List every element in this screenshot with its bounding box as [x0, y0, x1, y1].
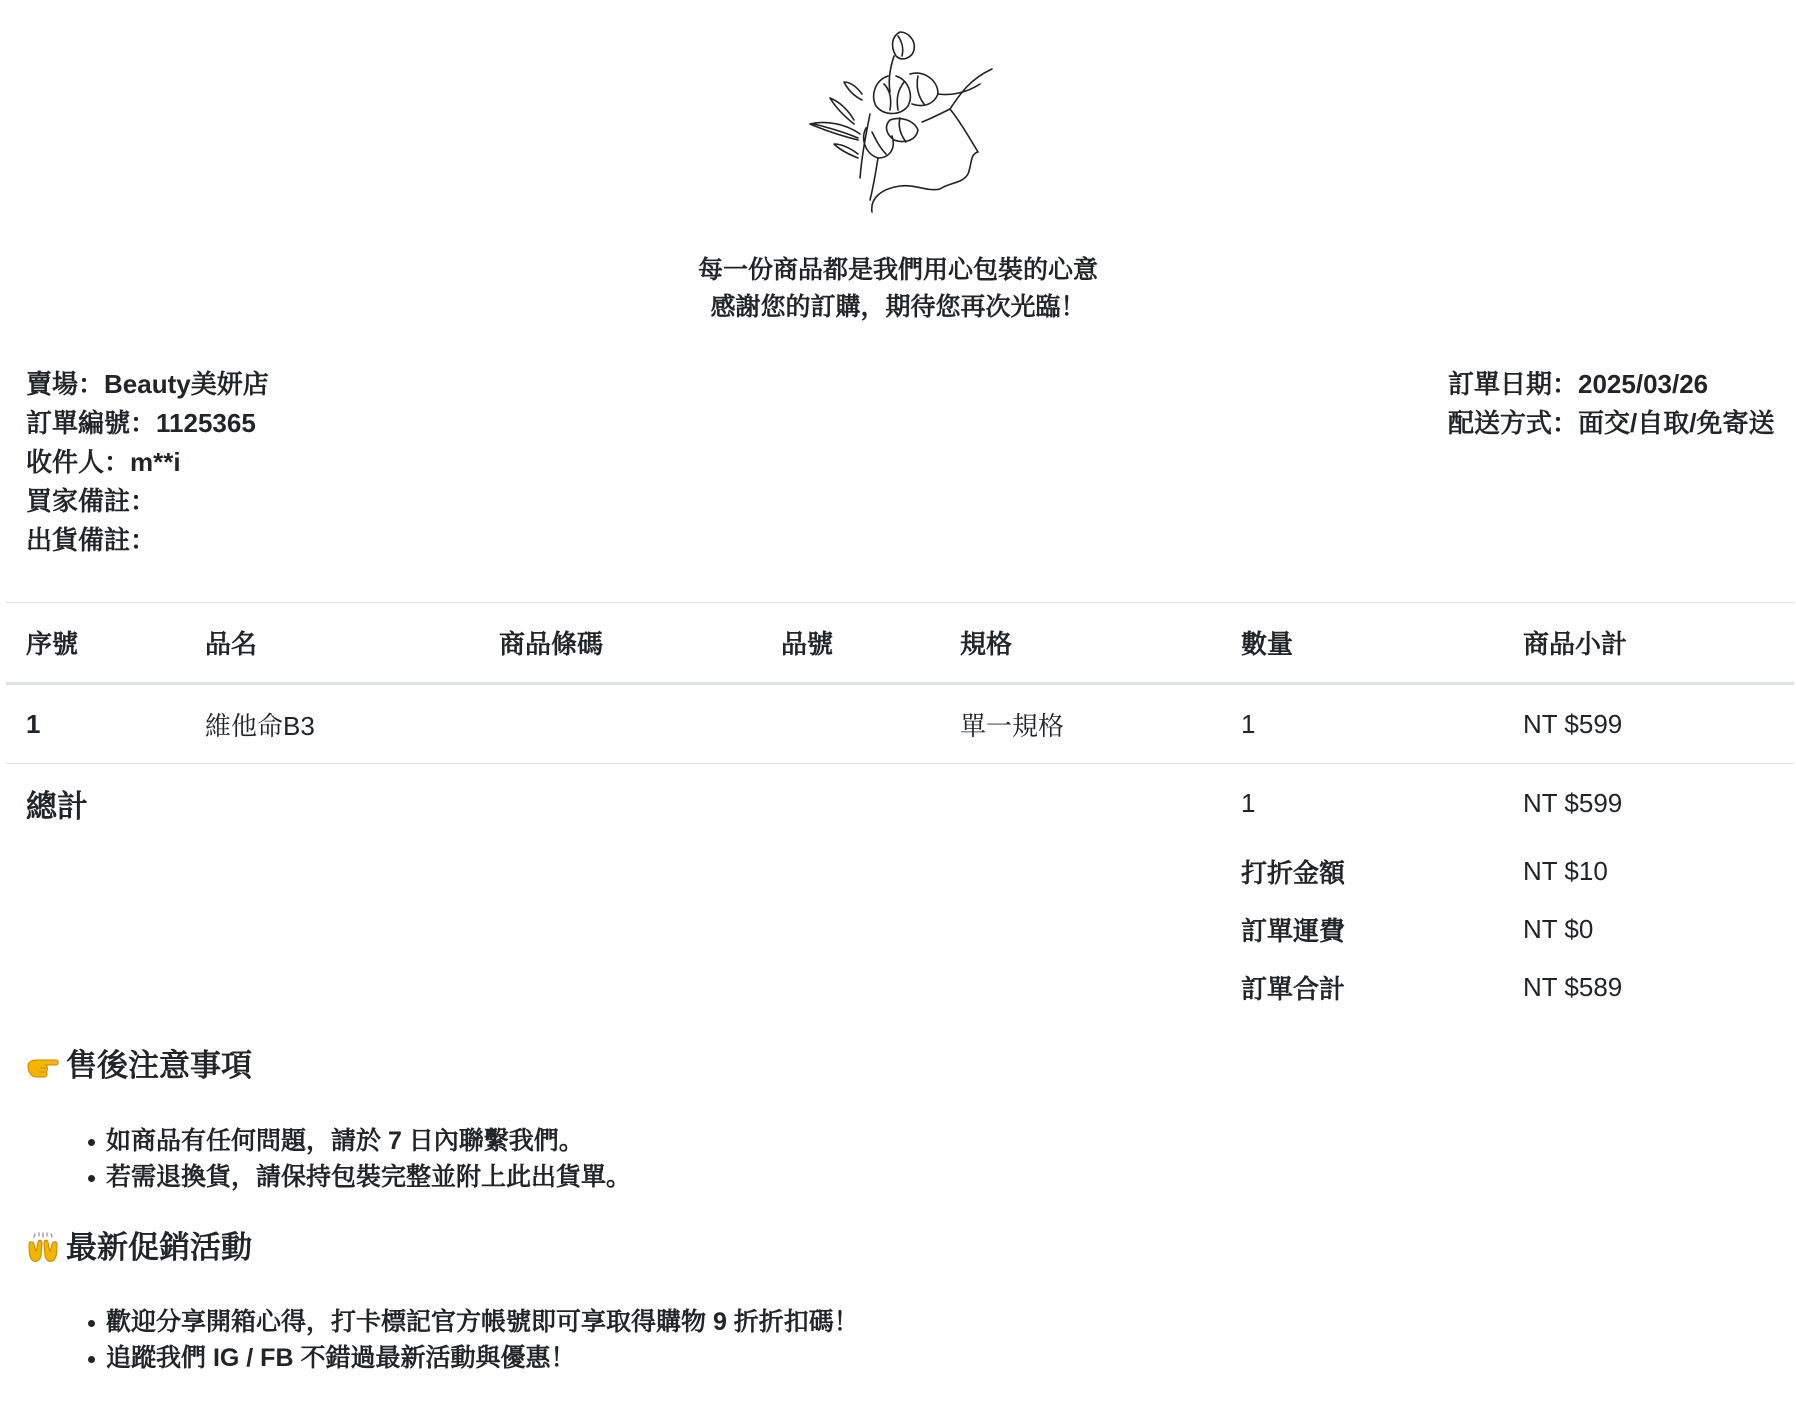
thanks-message [0, 252, 1796, 326]
flower-line-art-logo [800, 24, 1000, 214]
item-sku [761, 684, 940, 764]
list-item: 若需退換貨，請保持包裝完整並附上此出貨單。 [86, 1159, 631, 1195]
column-header-qty: 數量 [1221, 603, 1503, 684]
delivery-method: 配送方式：面交/自取/免寄送 [1448, 408, 1775, 438]
column-header-subtotal: 商品小計 [1503, 603, 1794, 684]
order-info-left [26, 365, 269, 560]
column-header-sku: 品號 [761, 603, 940, 684]
column-header-barcode: 商品條碼 [479, 603, 761, 684]
table-row [6, 684, 1794, 764]
list-item: 如商品有任何問題，請於 7 日內聯繫我們。 [86, 1123, 631, 1159]
promotions-list [86, 1304, 859, 1376]
grand-total-row [6, 958, 1794, 1016]
grand-total-value: NT $589 [1523, 971, 1623, 1002]
after-sales-list [86, 1123, 631, 1195]
item-seq: 1 [6, 684, 185, 764]
grand-total-label: 訂單合計 [1241, 973, 1346, 1004]
shipping-note: 出貨備註： [26, 525, 157, 555]
promotions-title: 最新促銷活動 [66, 1230, 252, 1265]
total-row [6, 764, 1794, 843]
discount-value: NT $10 [1523, 855, 1608, 886]
recipient: 收件人：m**i [26, 447, 181, 477]
column-header-spec: 規格 [940, 603, 1221, 684]
order-number: 訂單編號：1125365 [26, 408, 256, 438]
order-date: 訂單日期：2025/03/26 [1448, 369, 1709, 399]
total-amount: NT $599 [1523, 787, 1623, 818]
shipping-fee-row [6, 900, 1794, 958]
order-info-right [1448, 365, 1774, 443]
store-name: 賣場：Beauty美妍店 [26, 369, 269, 399]
thanks-line-2: 感謝您的訂購，期待您再次光臨！ [710, 293, 1086, 321]
column-header-name: 品名 [185, 603, 479, 684]
after-sales-title: 售後注意事項 [66, 1048, 252, 1083]
item-barcode [479, 684, 761, 764]
total-qty: 1 [1241, 787, 1256, 818]
thanks-line-1: 每一份商品都是我們用心包裝的心意 [697, 256, 1098, 284]
total-label: 總計 [26, 788, 88, 824]
discount-row [6, 842, 1794, 900]
discount-label: 打折金額 [1241, 857, 1346, 888]
after-sales-heading [26, 1046, 252, 1086]
item-name: 維他命B3 [185, 684, 479, 764]
column-header-seq: 序號 [6, 603, 185, 684]
table-header-row [6, 603, 1794, 684]
buyer-note: 買家備註： [26, 486, 157, 516]
item-subtotal: NT $599 [1503, 684, 1794, 764]
raised-hands-icon [26, 1232, 60, 1264]
pointing-hand-icon [26, 1050, 60, 1082]
promotions-heading [26, 1228, 252, 1268]
list-item: 追蹤我們 IG / FB 不錯過最新活動與優惠！ [86, 1340, 859, 1376]
shipping-fee-label: 訂單運費 [1241, 915, 1346, 946]
item-spec: 單一規格 [940, 684, 1221, 764]
shipping-fee-value: NT $0 [1523, 913, 1594, 944]
list-item: 歡迎分享開箱心得，打卡標記官方帳號即可享取得購物 9 折折扣碼！ [86, 1304, 859, 1340]
order-items-table [6, 602, 1794, 1016]
item-qty: 1 [1221, 684, 1503, 764]
